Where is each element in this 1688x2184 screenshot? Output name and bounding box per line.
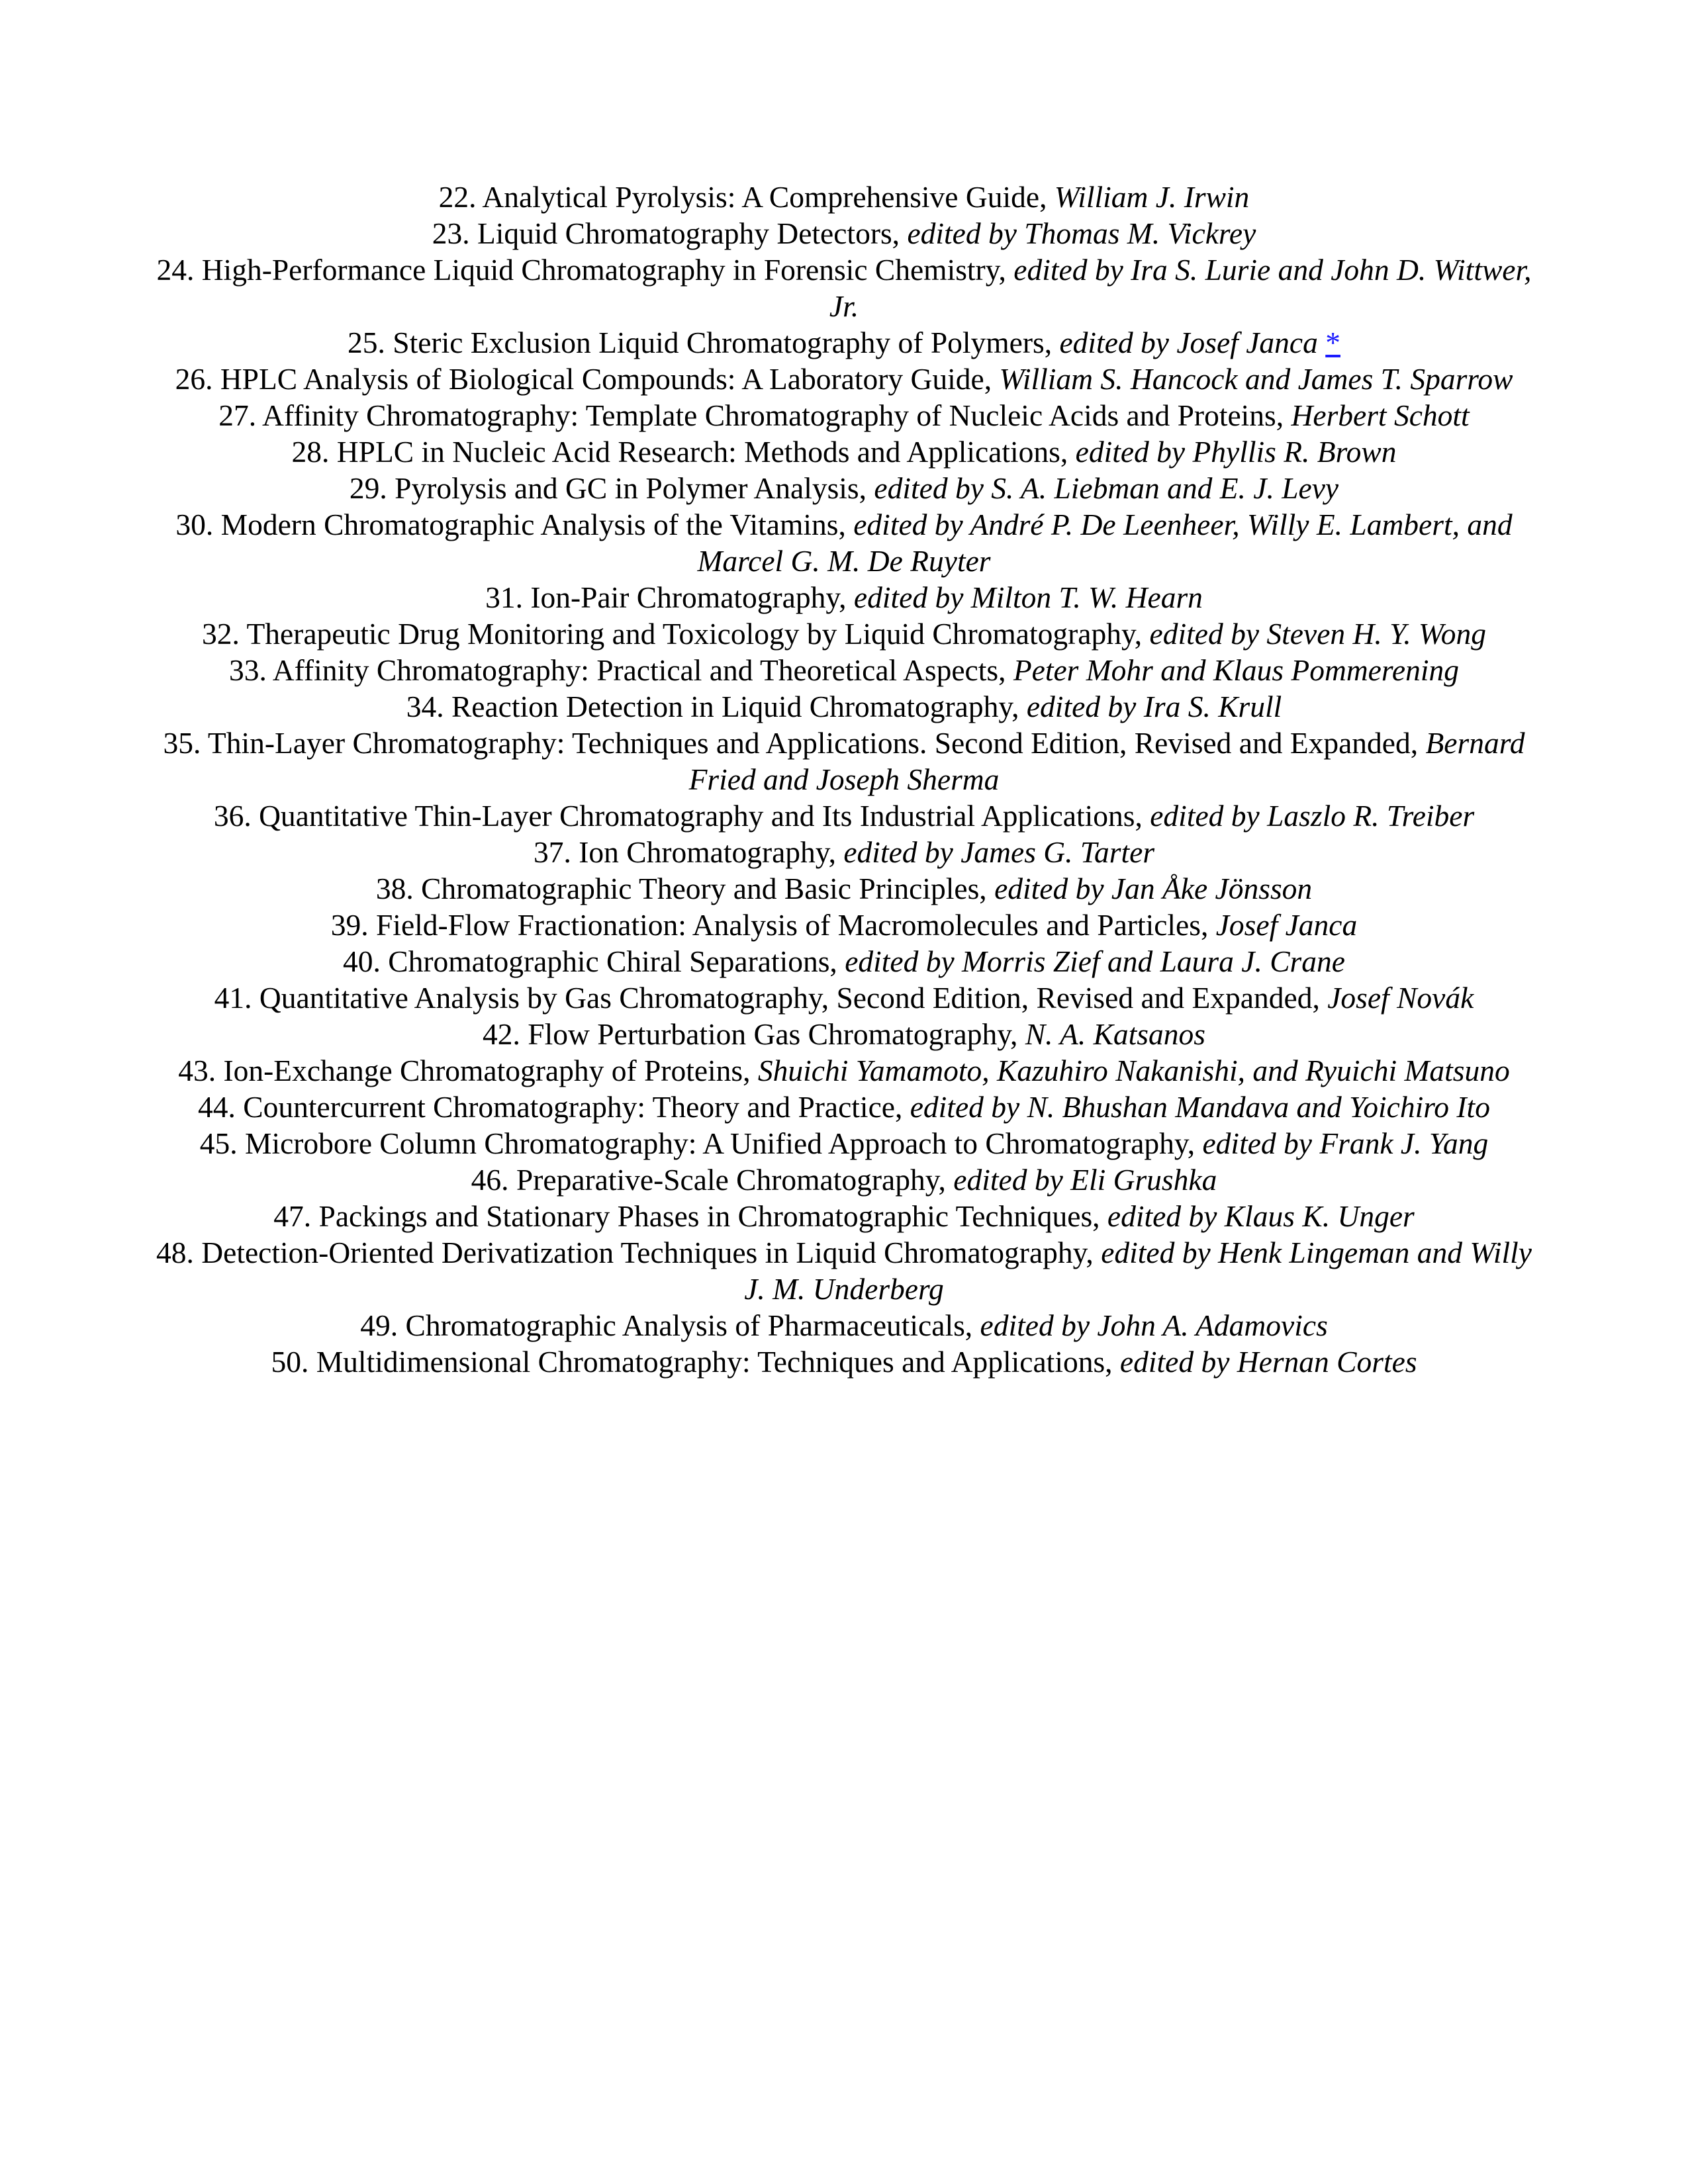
entry-author: Herbert Schott — [1291, 398, 1470, 432]
entry-title: 29. Pyrolysis and GC in Polymer Analysis, — [349, 471, 874, 505]
list-item — [149, 470, 1539, 506]
entry-title: 33. Affinity Chromatography: Practical and Theoretical Aspects, — [229, 653, 1013, 687]
entry-author: edited by Henk Lingeman and Willy J. M. Underberg — [744, 1236, 1532, 1306]
entry-title: 39. Field-Flow Fractionation: Analysis of Macromolecules and Particles, — [330, 908, 1216, 942]
entry-title: 23. Liquid Chromatography Detectors, — [432, 216, 908, 250]
entry-title: 48. Detection-Oriented Derivatization Techniques in Liquid Chromatography, — [156, 1236, 1102, 1269]
list-item — [149, 1343, 1539, 1380]
entry-author: edited by Thomas M. Vickrey — [907, 216, 1256, 250]
entry-title: 42. Flow Perturbation Gas Chromatography, — [483, 1017, 1025, 1051]
entry-author: edited by Frank J. Yang — [1202, 1126, 1489, 1160]
entry-author: edited by Eli Grushka — [953, 1163, 1217, 1197]
footnote-link[interactable]: * — [1325, 326, 1340, 359]
entry-title: 40. Chromatographic Chiral Separations, — [343, 944, 845, 978]
entry-title: 22. Analytical Pyrolysis: A Comprehensive Guide, — [438, 180, 1055, 214]
entry-author: Josef Novák — [1327, 981, 1474, 1015]
entry-author: Bernard Fried and Joseph Sherma — [688, 726, 1525, 796]
entry-title: 41. Quantitative Analysis by Gas Chromatography, Second Edition, Revised and Expanded, — [214, 981, 1328, 1015]
entry-author: Josef Janca — [1215, 908, 1358, 942]
entry-title: 37. Ion Chromatography, — [533, 835, 844, 869]
entry-author: edited by Hernan Cortes — [1119, 1345, 1417, 1379]
list-item — [149, 397, 1539, 433]
entry-title: 24. High-Performance Liquid Chromatography in Forensic Chemistry, — [156, 253, 1014, 287]
entry-author: edited by Steven H. Y. Wong — [1149, 617, 1486, 651]
list-item — [149, 979, 1539, 1016]
list-item — [149, 615, 1539, 652]
entry-title: 35. Thin-Layer Chromatography: Techniques and Applications. Second Edition, Revised and Expanded, — [163, 726, 1426, 760]
entry-title: 38. Chromatographic Theory and Basic Principles, — [375, 872, 995, 905]
entry-author: William J. Irwin — [1054, 180, 1250, 214]
list-item — [149, 433, 1539, 470]
list-item — [149, 688, 1539, 725]
entry-title: 26. HPLC Analysis of Biological Compounds: A Laboratory Guide, — [175, 362, 1000, 396]
entry-author: edited by S. A. Liebman and E. J. Levy — [874, 471, 1339, 505]
entry-title: 50. Multidimensional Chromatography: Techniques and Applications, — [271, 1345, 1120, 1379]
list-item — [149, 652, 1539, 688]
list-item — [149, 834, 1539, 870]
list-item — [149, 1234, 1539, 1307]
entry-title: 49. Chromatographic Analysis of Pharmaceuticals, — [360, 1308, 980, 1342]
entry-title: 36. Quantitative Thin-Layer Chromatography and Its Industrial Applications, — [213, 799, 1150, 833]
list-item — [149, 251, 1539, 324]
entry-title: 43. Ion-Exchange Chromatography of Proteins, — [178, 1054, 758, 1087]
entry-title: 32. Therapeutic Drug Monitoring and Toxicology by Liquid Chromatography, — [202, 617, 1150, 651]
entry-title: 44. Countercurrent Chromatography: Theory and Practice, — [198, 1090, 910, 1124]
list-item — [149, 579, 1539, 615]
list-item — [149, 361, 1539, 397]
entry-author: edited by Milton T. W. Hearn — [853, 580, 1203, 614]
list-item — [149, 797, 1539, 834]
entry-author: edited by André P. De Leenheer, Willy E. Lambert, and Marcel G. M. De Ruyter — [697, 508, 1513, 578]
list-item — [149, 725, 1539, 797]
entry-title: 27. Affinity Chromatography: Template Chromatography of Nucleic Acids and Proteins, — [218, 398, 1291, 432]
list-item — [149, 1089, 1539, 1125]
list-item — [149, 179, 1539, 215]
entry-author: Peter Mohr and Klaus Pommerening — [1013, 653, 1459, 687]
entry-author: edited by Josef Janca — [1059, 326, 1318, 359]
entry-author: edited by John A. Adamovics — [980, 1308, 1328, 1342]
entry-author: edited by Jan Åke Jönsson — [994, 872, 1313, 905]
list-item — [149, 1198, 1539, 1234]
entry-author: edited by Klaus K. Unger — [1107, 1199, 1415, 1233]
list-item — [149, 907, 1539, 943]
list-item — [149, 1016, 1539, 1052]
list-item — [149, 1125, 1539, 1161]
entry-title: 28. HPLC in Nucleic Acid Research: Methods and Applications, — [291, 435, 1076, 469]
entry-author: edited by James G. Tarter — [843, 835, 1155, 869]
list-item — [149, 1161, 1539, 1198]
list-item — [149, 943, 1539, 979]
entry-author: William S. Hancock and James T. Sparrow — [999, 362, 1513, 396]
entry-author: Shuichi Yamamoto, Kazuhiro Nakanishi, and Ryuichi Matsuno — [757, 1054, 1510, 1087]
entry-author: edited by Ira S. Lurie and John D. Wittwer, Jr. — [829, 253, 1532, 323]
list-item — [149, 215, 1539, 251]
entry-title: 34. Reaction Detection in Liquid Chromatography, — [406, 690, 1027, 723]
entry-title: 31. Ion-Pair Chromatography, — [485, 580, 854, 614]
entry-author: edited by Morris Zief and Laura J. Crane — [845, 944, 1345, 978]
entry-title: 25. Steric Exclusion Liquid Chromatography of Polymers, — [348, 326, 1060, 359]
list-item — [149, 870, 1539, 907]
list-item — [149, 1052, 1539, 1089]
entry-author: edited by Laszlo R. Treiber — [1150, 799, 1475, 833]
list-item — [149, 324, 1539, 361]
list-item — [149, 1307, 1539, 1343]
series-list — [149, 179, 1539, 1380]
entry-author: edited by Ira S. Krull — [1026, 690, 1282, 723]
entry-title: 46. Preparative-Scale Chromatography, — [471, 1163, 954, 1197]
entry-author: edited by N. Bhushan Mandava and Yoichiro Ito — [910, 1090, 1490, 1124]
list-item — [149, 506, 1539, 579]
entry-author: edited by Phyllis R. Brown — [1075, 435, 1397, 469]
entry-title: 45. Microbore Column Chromatography: A Unified Approach to Chromatography, — [199, 1126, 1203, 1160]
entry-author: N. A. Katsanos — [1025, 1017, 1205, 1051]
entry-title: 47. Packings and Stationary Phases in Chromatographic Techniques, — [273, 1199, 1107, 1233]
entry-title: 30. Modern Chromatographic Analysis of the Vitamins, — [175, 508, 854, 541]
